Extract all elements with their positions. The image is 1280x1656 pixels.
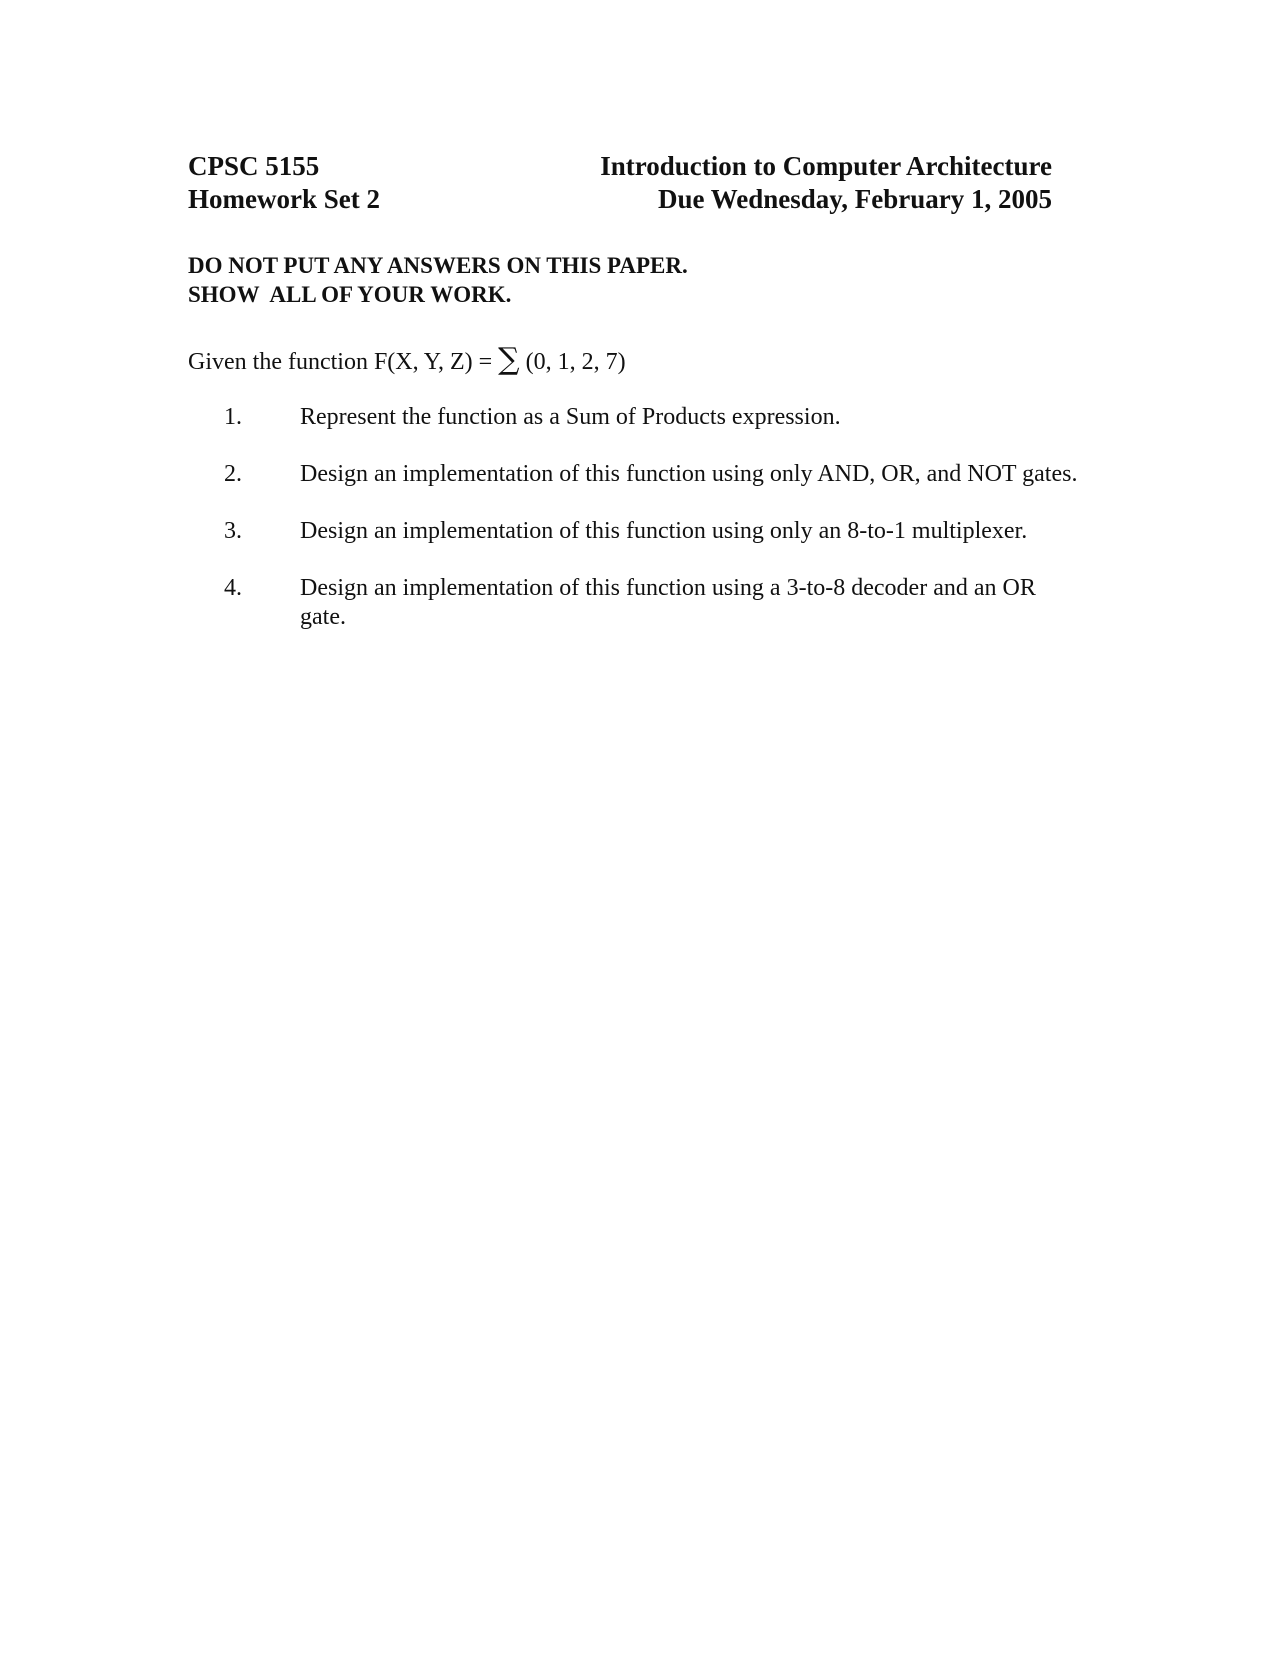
instructions-notice [188,251,688,309]
due-date: Due Wednesday, February 1, 2005 [657,184,1052,214]
header-left [188,150,380,216]
course-title: Introduction to Computer Architecture [600,151,1052,181]
given-terms: (0, 1, 2, 7) [519,349,626,375]
question-item [188,460,1088,489]
question-list [188,403,1088,632]
question-number: 3. [224,518,242,544]
course-code: CPSC 5155 [188,151,320,181]
question-item [188,517,1088,546]
question-item [188,574,1088,632]
header-right [600,150,1052,216]
question-text: Design an implementation of this function using only an 8-to-1 multiplexer. [300,518,1028,544]
question-item [188,403,1088,432]
question-text: Represent the function as a Sum of Products expression. [300,404,841,430]
sigma-symbol: ∑ [498,342,520,377]
question-text: Design an implementation of this function using only AND, OR, and NOT gates. [300,461,1078,487]
question-number: 4. [224,575,242,601]
notice-line-1: DO NOT PUT ANY ANSWERS ON THIS PAPER. [188,253,688,278]
notice-line-2: SHOW ALL OF YOUR WORK. [188,282,512,307]
question-number: 2. [224,461,242,487]
question-number: 1. [224,404,242,430]
given-function [188,342,626,377]
given-prefix: Given the function F(X, Y, Z) = [188,349,499,375]
question-text: Design an implementation of this function using a 3-to-8 decoder and an OR gate. [300,575,1036,630]
assignment-title: Homework Set 2 [188,184,380,214]
